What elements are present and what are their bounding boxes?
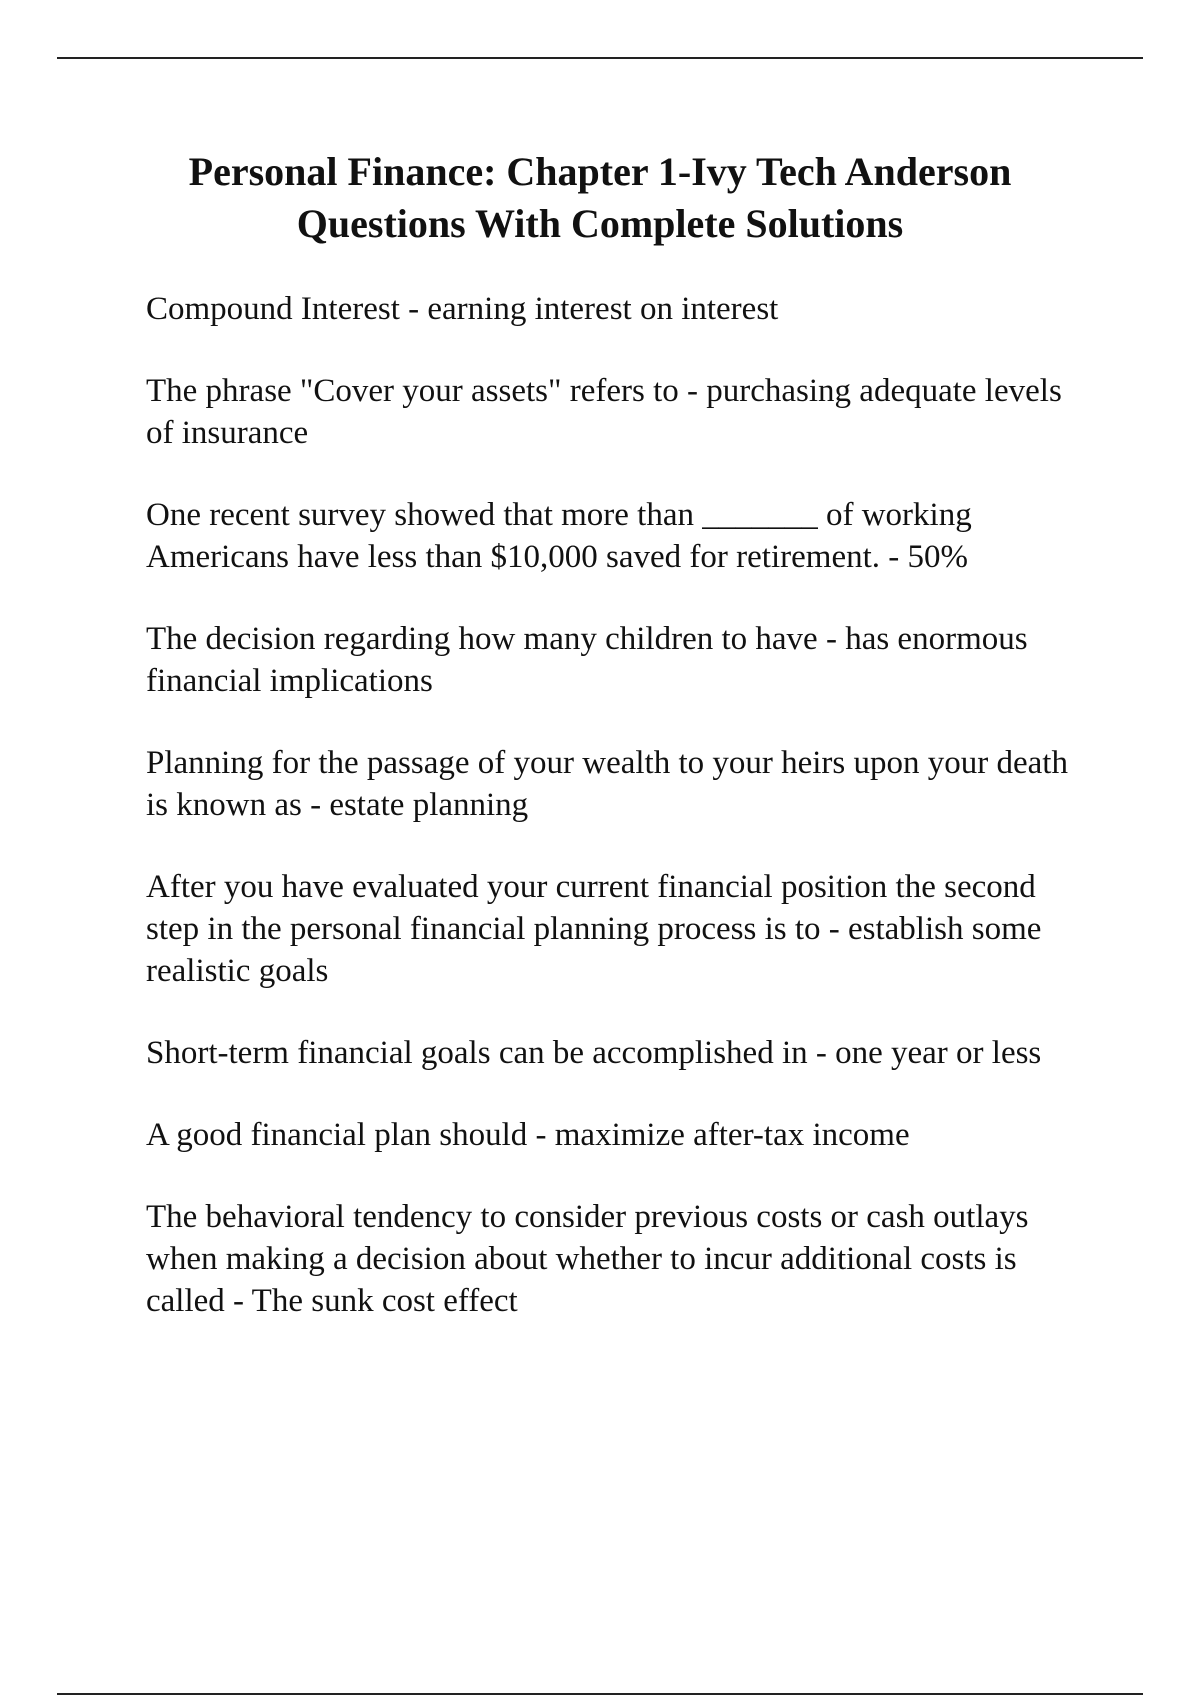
qa-list [146,288,1086,1362]
qa-item: The behavioral tendency to consider previous costs or cash outlays when making a decision about whether to incur additional costs is called - The sunk cost effect [146,1199,1029,1319]
bottom-divider [57,1693,1143,1695]
top-divider [57,57,1143,59]
qa-item: The decision regarding how many children to have - has enormous financial implications [146,621,1028,699]
qa-item: Short-term financial goals can be accomplished in - one year or less [146,1035,1042,1071]
qa-item: Planning for the passage of your wealth to your heirs upon your death is known as - estate planning [146,745,1068,823]
qa-item: One recent survey showed that more than _______ of working Americans have less than $10,000 saved for retirement. - 50% [146,497,972,575]
qa-item: Compound Interest - earning interest on interest [146,291,779,327]
qa-item: A good financial plan should - maximize after-tax income [146,1117,910,1153]
qa-item: The phrase "Cover your assets" refers to - purchasing adequate levels of insurance [146,373,1062,451]
qa-item: After you have evaluated your current financial position the second step in the personal financial planning process is to - establish some realistic goals [146,869,1042,989]
page-title: Personal Finance: Chapter 1-Ivy Tech Anderson Questions With Complete Solutions [188,149,1012,246]
